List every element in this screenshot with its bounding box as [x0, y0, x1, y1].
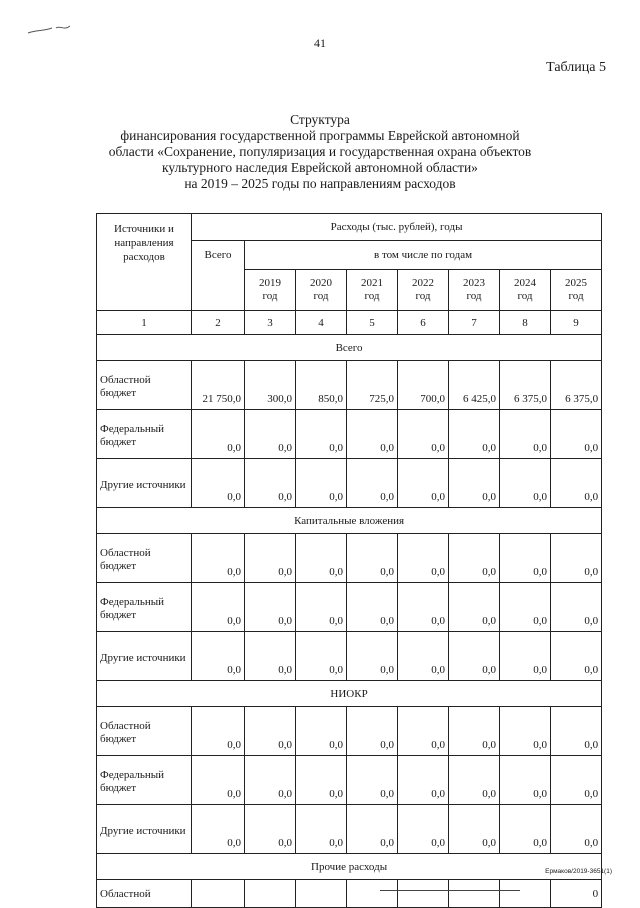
year-header [551, 270, 602, 311]
year-header [398, 270, 449, 311]
value-cell: 0,0 [551, 410, 602, 459]
source-label: Областной бюджет [97, 361, 192, 410]
year-unit: год [466, 290, 482, 302]
value-cell [500, 880, 551, 908]
title-line: культурного наследия Еврейской автономной области» [162, 160, 478, 175]
header-expenses: Расходы (тыс. рублей), годы [192, 214, 602, 241]
value-cell: 0,0 [296, 459, 347, 508]
year-header [296, 270, 347, 311]
column-number: 8 [500, 311, 551, 335]
value-cell: 0,0 [449, 459, 500, 508]
value-cell: 0,0 [449, 632, 500, 681]
value-cell: 0,0 [347, 410, 398, 459]
year-number: 2020 [310, 277, 332, 289]
value-cell: 0,0 [500, 805, 551, 854]
value-cell: 0,0 [192, 459, 245, 508]
value-cell: 0,0 [245, 534, 296, 583]
year-unit: год [262, 290, 278, 302]
value-cell [192, 880, 245, 908]
value-cell: 700,0 [398, 361, 449, 410]
section-title: НИОКР [97, 681, 602, 707]
value-cell: 0,0 [245, 583, 296, 632]
source-label: Областной бюджет [97, 707, 192, 756]
value-cell: 0,0 [500, 583, 551, 632]
value-cell: 0 [551, 880, 602, 908]
value-cell: 0,0 [449, 805, 500, 854]
column-number: 4 [296, 311, 347, 335]
title-line: финансирования государственной программы Еврейской автономной [120, 128, 520, 143]
value-cell: 0,0 [245, 805, 296, 854]
value-cell: 300,0 [245, 361, 296, 410]
year-unit: год [415, 290, 431, 302]
value-cell: 0,0 [192, 410, 245, 459]
year-header [500, 270, 551, 311]
source-label: Областной бюджет [97, 534, 192, 583]
value-cell: 0,0 [347, 707, 398, 756]
value-cell: 0,0 [551, 756, 602, 805]
year-unit: год [313, 290, 329, 302]
value-cell: 0,0 [296, 583, 347, 632]
value-cell: 0,0 [296, 707, 347, 756]
value-cell: 0,0 [398, 534, 449, 583]
value-cell: 0,0 [347, 632, 398, 681]
value-cell: 0,0 [551, 459, 602, 508]
value-cell: 0,0 [347, 583, 398, 632]
value-cell: 6 375,0 [500, 361, 551, 410]
column-number: 9 [551, 311, 602, 335]
value-cell: 0,0 [551, 632, 602, 681]
value-cell: 0,0 [192, 805, 245, 854]
column-number: 7 [449, 311, 500, 335]
column-number: 2 [192, 311, 245, 335]
table-row [97, 880, 602, 908]
value-cell: 0,0 [500, 534, 551, 583]
year-unit: год [517, 290, 533, 302]
column-number: 1 [97, 311, 192, 335]
section-title: Капитальные вложения [97, 508, 602, 534]
source-label: Федеральный бюджет [97, 583, 192, 632]
value-cell: 0,0 [449, 707, 500, 756]
year-number: 2025 [565, 277, 588, 289]
source-label: Другие источники [97, 632, 192, 681]
value-cell: 0,0 [551, 707, 602, 756]
year-unit: год [568, 290, 584, 302]
value-cell: 0,0 [245, 410, 296, 459]
value-cell: 0,0 [449, 756, 500, 805]
column-number: 5 [347, 311, 398, 335]
value-cell: 0,0 [347, 534, 398, 583]
footer-line [380, 890, 520, 891]
value-cell: 0,0 [500, 707, 551, 756]
value-cell: 850,0 [296, 361, 347, 410]
section-title: Прочие расходы [97, 854, 602, 880]
year-header [449, 270, 500, 311]
value-cell: 0,0 [192, 756, 245, 805]
header-sources: Источники и направления расходов [97, 214, 192, 311]
header-including: в том числе по годам [245, 241, 602, 270]
page-number: 41 [314, 36, 326, 50]
year-header [347, 270, 398, 311]
value-cell: 0,0 [398, 410, 449, 459]
year-unit: год [364, 290, 380, 302]
value-cell: 6 425,0 [449, 361, 500, 410]
value-cell: 0,0 [500, 410, 551, 459]
value-cell: 0,0 [296, 534, 347, 583]
value-cell: 0,0 [296, 805, 347, 854]
value-cell [245, 880, 296, 908]
value-cell [296, 880, 347, 908]
table-row [97, 459, 602, 508]
table-row [97, 410, 602, 459]
value-cell: 0,0 [245, 459, 296, 508]
column-number: 3 [245, 311, 296, 335]
year-number: 2022 [412, 277, 434, 289]
table-label: Таблица 5 [546, 60, 606, 75]
value-cell: 0,0 [500, 632, 551, 681]
source-label: Другие источники [97, 459, 192, 508]
value-cell: 0,0 [398, 707, 449, 756]
document-title [0, 112, 640, 192]
document-stamp: Ермаков/2019-3651(1) [545, 868, 612, 875]
value-cell: 725,0 [347, 361, 398, 410]
source-label: Федеральный бюджет [97, 410, 192, 459]
value-cell: 21 750,0 [192, 361, 245, 410]
value-cell: 0,0 [398, 632, 449, 681]
year-header [245, 270, 296, 311]
year-number: 2023 [463, 277, 485, 289]
table-row [97, 707, 602, 756]
handwritten-mark [26, 22, 76, 36]
table-row [97, 632, 602, 681]
value-cell: 0,0 [192, 534, 245, 583]
value-cell: 0,0 [245, 707, 296, 756]
value-cell: 0,0 [296, 410, 347, 459]
table-row [97, 756, 602, 805]
value-cell: 0,0 [500, 459, 551, 508]
financing-table [96, 213, 602, 908]
value-cell [449, 880, 500, 908]
value-cell: 0,0 [398, 805, 449, 854]
value-cell [347, 880, 398, 908]
source-label: Другие источники [97, 805, 192, 854]
value-cell: 0,0 [449, 583, 500, 632]
value-cell: 0,0 [347, 459, 398, 508]
table-row [97, 805, 602, 854]
value-cell: 0,0 [551, 534, 602, 583]
section-title: Всего [97, 335, 602, 361]
header-total: Всего [192, 241, 245, 311]
value-cell: 0,0 [551, 583, 602, 632]
year-number: 2021 [361, 277, 383, 289]
title-line: Структура [290, 112, 350, 127]
title-line: области «Сохранение, популяризация и государственная охрана объектов [108, 144, 532, 159]
value-cell: 0,0 [192, 707, 245, 756]
value-cell: 0,0 [296, 632, 347, 681]
value-cell: 0,0 [398, 583, 449, 632]
table-row [97, 361, 602, 410]
column-number: 6 [398, 311, 449, 335]
value-cell: 0,0 [192, 632, 245, 681]
table-row [97, 534, 602, 583]
value-cell: 0,0 [347, 756, 398, 805]
value-cell: 0,0 [398, 756, 449, 805]
value-cell: 0,0 [449, 534, 500, 583]
value-cell: 0,0 [245, 756, 296, 805]
value-cell: 0,0 [449, 410, 500, 459]
value-cell: 0,0 [500, 756, 551, 805]
source-label: Федеральный бюджет [97, 756, 192, 805]
year-number: 2019 [259, 277, 281, 289]
table-row [97, 583, 602, 632]
value-cell: 0,0 [245, 632, 296, 681]
title-line: на 2019 – 2025 годы по направлениям расходов [184, 176, 456, 191]
value-cell: 0,0 [192, 583, 245, 632]
value-cell: 0,0 [347, 805, 398, 854]
value-cell: 0,0 [296, 756, 347, 805]
value-cell [398, 880, 449, 908]
value-cell: 0,0 [551, 805, 602, 854]
value-cell: 6 375,0 [551, 361, 602, 410]
value-cell: 0,0 [398, 459, 449, 508]
source-label: Областной [97, 880, 192, 908]
year-number: 2024 [514, 277, 536, 289]
